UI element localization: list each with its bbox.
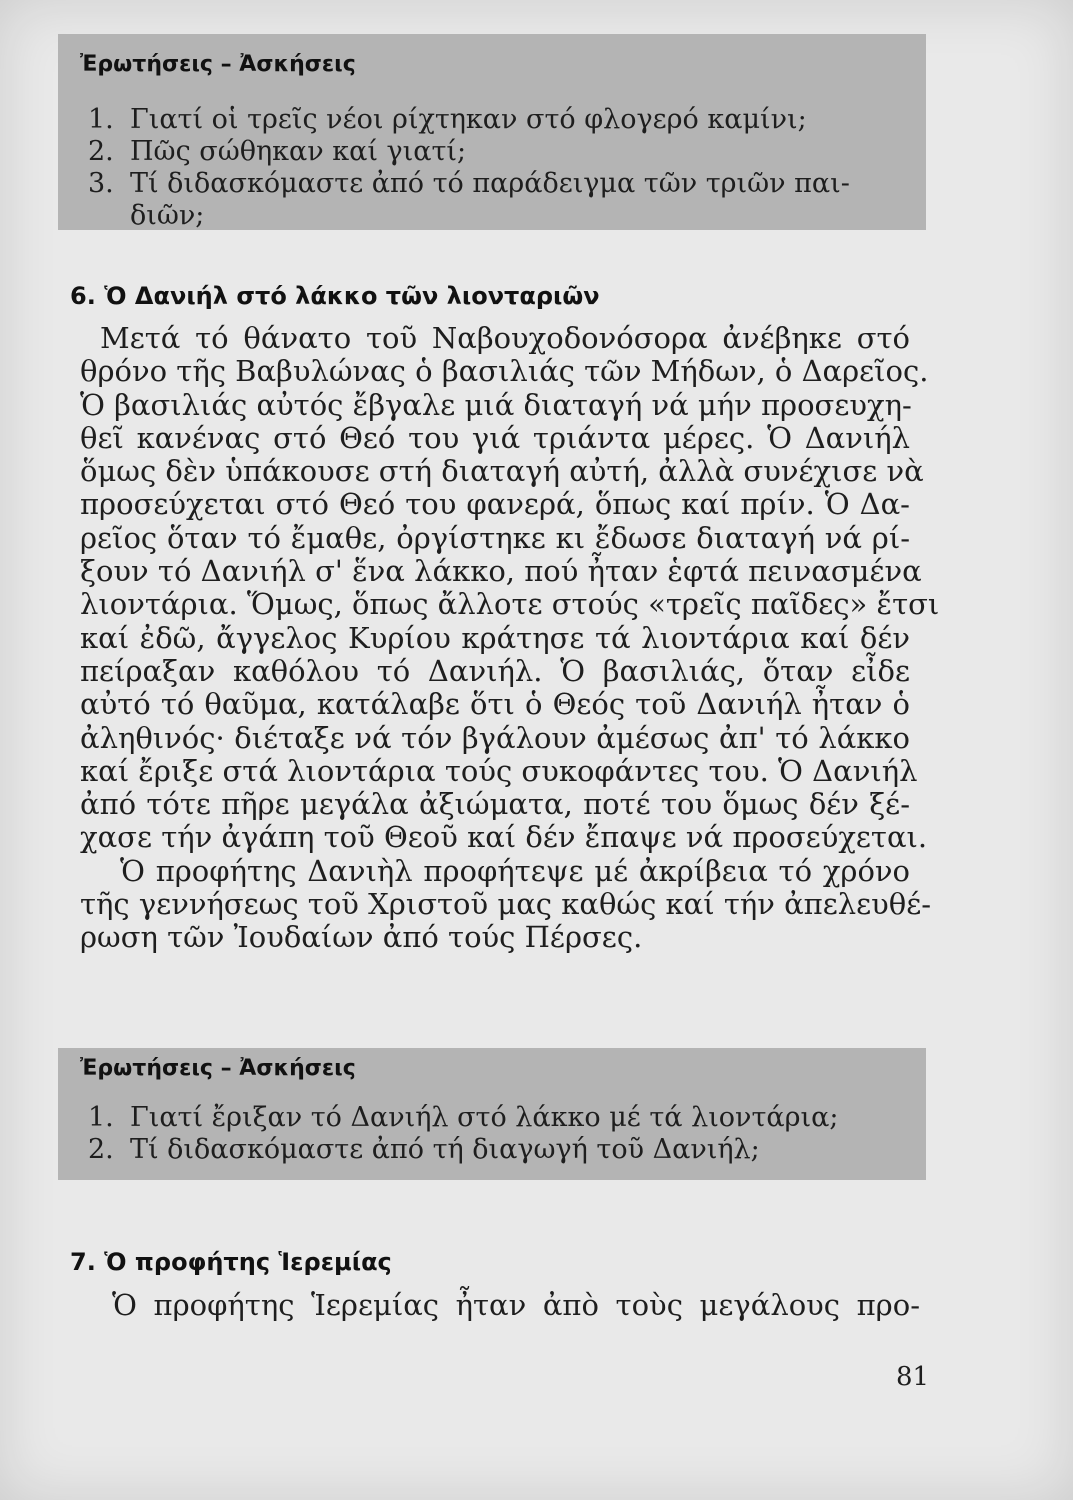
text-line: Ὁ προφήτης Δανιὴλ προφήτεψε μέ ἀκρίβεια τό χρόνο bbox=[120, 853, 910, 888]
question-item bbox=[88, 104, 850, 136]
text-line: Ὁ βασιλιάς αὐτός ἔβγαλε μιά διαταγή νά μήν προσευχη- bbox=[80, 387, 912, 422]
text-line: χασε τήν ἀγάπη τοῦ Θεοῦ καί δέν ἔπαψε νά προσεύχεται. bbox=[80, 820, 928, 855]
questions-heading-top: Ἐρωτήσεις – Ἀσκήσεις bbox=[80, 52, 356, 77]
question-number: 2. bbox=[88, 1134, 114, 1165]
text-line: καί ἐδῶ, ἄγγελος Κυρίου κράτησε τά λιοντάρια καί δέν bbox=[80, 620, 910, 655]
text-line: θεῖ κανένας στό Θεό του γιά τριάντα μέρες. Ὁ Δανιήλ bbox=[80, 420, 910, 455]
text-line: ρωση τῶν Ἰουδαίων ἀπό τούς Πέρσες. bbox=[80, 920, 643, 955]
question-text: Πῶς σώθηκαν καί γιατί; bbox=[130, 136, 467, 167]
question-item bbox=[88, 1102, 838, 1134]
question-text: Τί διδασκόμαστε ἀπό τό παράδειγμα τῶν τριῶν παι- bbox=[130, 168, 850, 199]
text-line: Ὁ προφήτης Ἱερεμίας ἦταν ἀπὸ τοὺς μεγάλους προ- bbox=[112, 1288, 920, 1322]
text-line: ρεῖος ὅταν τό ἔμαθε, ὀργίστηκε κι ἔδωσε διαταγή νά ρί- bbox=[80, 520, 910, 555]
question-text: Γιατί οἱ τρεῖς νέοι ρίχτηκαν στό φλογερό καμίνι; bbox=[130, 104, 807, 135]
question-number: 2. bbox=[88, 136, 114, 167]
text-line: θρόνο τῆς Βαβυλώνας ὁ βασιλιάς τῶν Μήδων, ὁ Δαρεῖος. bbox=[80, 354, 929, 389]
text-line: τῆς γεννήσεως τοῦ Χριστοῦ μας καθώς καί τήν ἀπελευθέ- bbox=[80, 887, 932, 922]
section-6-heading: 6. Ὁ Δανιήλ στό λάκκο τῶν λιονταριῶν bbox=[70, 282, 600, 310]
question-number: 1. bbox=[88, 1102, 114, 1133]
question-item bbox=[88, 136, 850, 168]
text-line: αὐτό τό θαῦμα, κατάλαβε ὅτι ὁ Θεός τοῦ Δανιήλ ἦταν ὁ bbox=[80, 687, 910, 722]
section-6-body bbox=[80, 321, 940, 955]
question-text: Τί διδασκόμαστε ἀπό τή διαγωγή τοῦ Δανιήλ; bbox=[130, 1134, 760, 1165]
question-item-continuation bbox=[88, 200, 850, 232]
text-line: ξουν τό Δανιήλ σ' ἕνα λάκκο, πού ἦταν ἑφτά πεινασμένα bbox=[80, 554, 922, 589]
text-line: λιοντάρια. Ὅμως, ὅπως ἄλλοτε στούς «τρεῖς παῖδες» ἔτσι bbox=[80, 587, 940, 622]
text-line: προσεύχεται στό Θεό του φανερά, ὅπως καί πρίν. Ὁ Δα- bbox=[80, 487, 910, 522]
text-line: ἀληθινός· διέταξε νά τόν βγάλουν ἀμέσως ἀπ' τό λάκκο bbox=[80, 720, 910, 755]
text-line: ὅμως δὲν ὑπάκουσε στή διαταγή αὐτή, ἀλλὰ συνέχισε νὰ bbox=[80, 454, 924, 489]
section-7-heading: 7. Ὁ προφήτης Ἱερεμίας bbox=[70, 1248, 392, 1276]
question-number: 1. bbox=[88, 104, 114, 135]
questions-list-middle bbox=[88, 1102, 838, 1166]
section-7-body bbox=[112, 1289, 920, 1322]
text-line: πείραξαν καθόλου τό Δανιήλ. Ὁ βασιλιάς, ὅταν εἶδε bbox=[80, 653, 910, 688]
text-line: καί ἔριξε στά λιοντάρια τούς συκοφάντες του. Ὁ Δανιήλ bbox=[80, 753, 918, 788]
question-number: 3. bbox=[88, 168, 114, 199]
question-text: διῶν; bbox=[130, 200, 205, 231]
question-text: Γιατί ἔριξαν τό Δανιήλ στό λάκκο μέ τά λιοντάρια; bbox=[130, 1102, 839, 1133]
questions-list-top bbox=[88, 104, 850, 232]
question-item bbox=[88, 1134, 838, 1166]
text-line: ἀπό τότε πῆρε μεγάλα ἀξιώματα, ποτέ του ὅμως δέν ξέ- bbox=[80, 787, 910, 822]
question-item bbox=[88, 168, 850, 200]
questions-heading-middle: Ἐρωτήσεις – Ἀσκήσεις bbox=[80, 1056, 356, 1081]
page-number: 81 bbox=[896, 1362, 930, 1392]
text-line: Μετά τό θάνατο τοῦ Ναβουχοδονόσορα ἀνέβηκε στό bbox=[100, 321, 910, 355]
